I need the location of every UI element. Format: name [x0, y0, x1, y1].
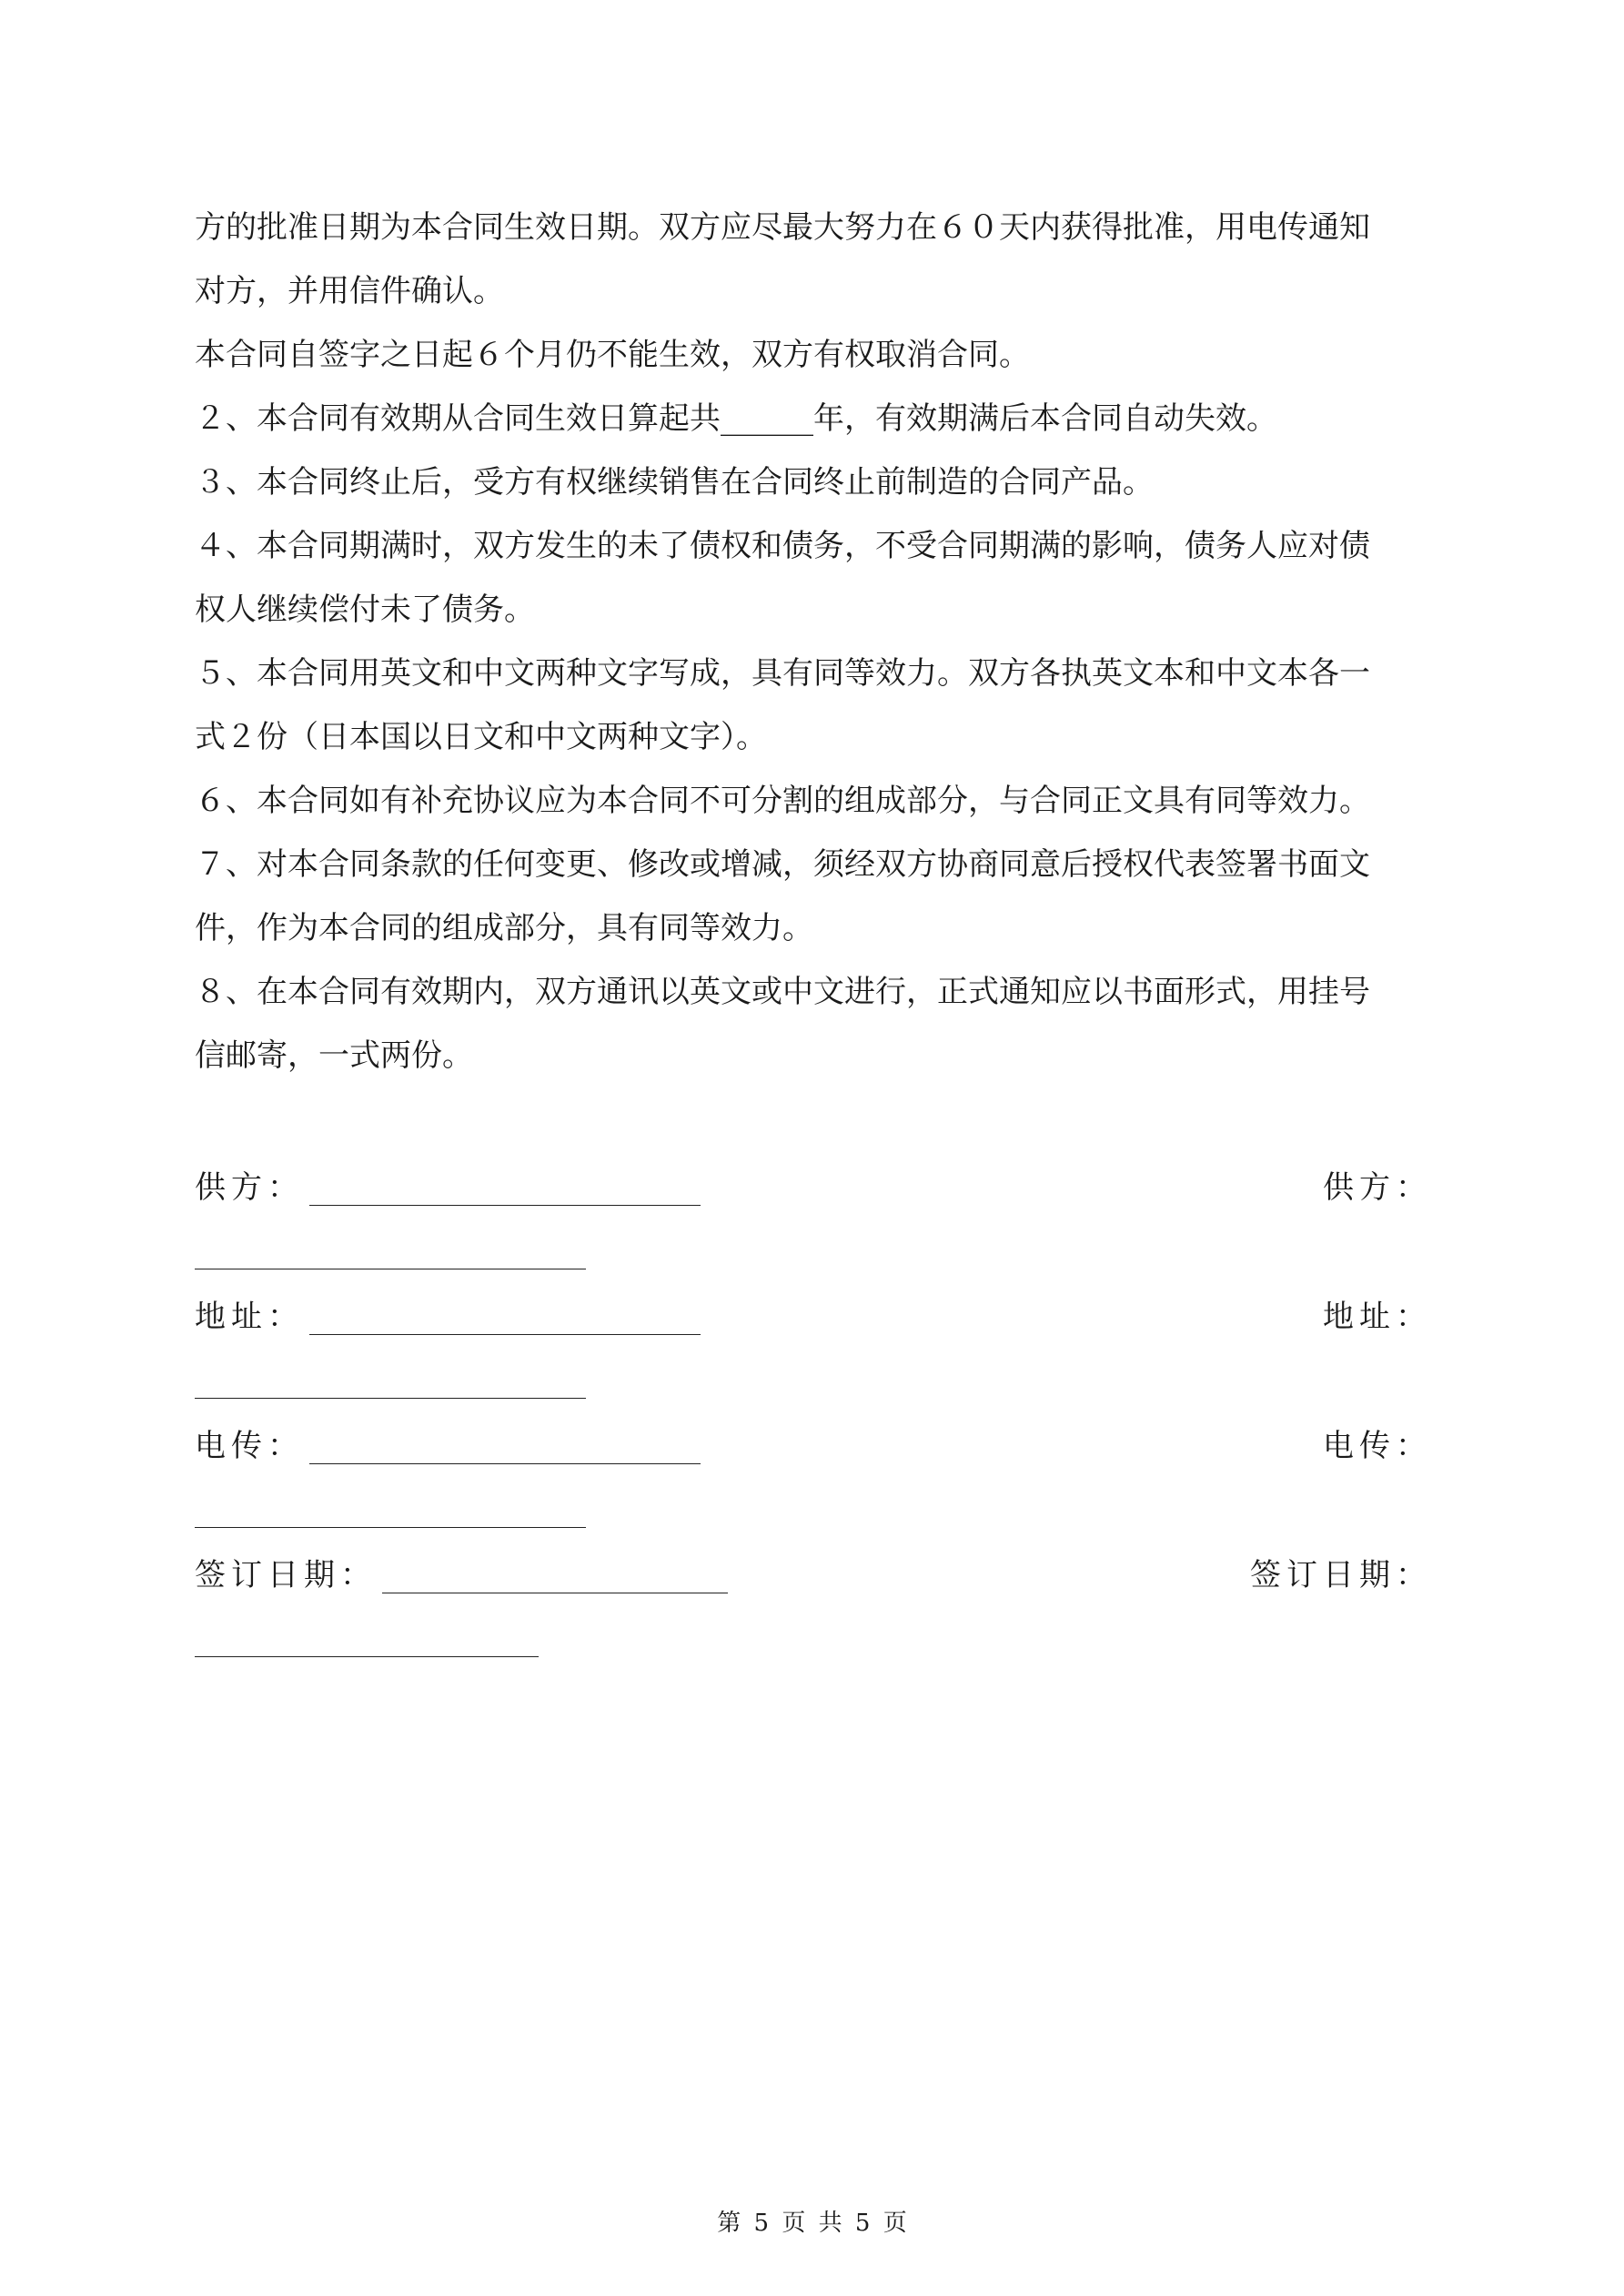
paragraph-line: 信邮寄，一式两份。	[195, 1037, 473, 1074]
paragraph-line: 方的批准日期为本合同生效日期。双方应尽最大努力在６０天内获得批准，用电传通知	[195, 209, 1370, 246]
signature-left	[195, 1299, 701, 1335]
paragraph-line: 式２份（日本国以日文和中文两种文字）。	[195, 719, 767, 755]
telex-label: 电传：	[195, 1428, 304, 1464]
paragraph-line: 件，作为本合同的组成部分，具有同等效力。	[195, 910, 813, 946]
signature-row-date	[195, 1557, 1432, 1593]
supplier-label: 供方：	[195, 1169, 304, 1206]
date-continuation-line	[195, 1654, 539, 1657]
paragraph-line: 权人继续偿付未了债务。	[195, 592, 535, 628]
paragraph-line: 本合同自签字之日起６个月仍不能生效，双方有权取消合同。	[195, 337, 1030, 373]
page-number-footer: 第 5 页 共 5 页	[717, 2210, 907, 2237]
date-label: 签订日期：	[195, 1557, 377, 1593]
paragraph-line: ４、本合同期满时，双方发生的未了债权和债务，不受合同期满的影响，债务人应对债	[195, 528, 1370, 564]
supplier-blank-line	[309, 1179, 701, 1206]
paragraph-line: 对方，并用信件确认。	[195, 273, 504, 309]
signature-row-telex	[195, 1428, 1432, 1464]
address-blank-line	[309, 1309, 701, 1335]
date-label-right: 签订日期：	[1250, 1557, 1432, 1593]
address-label-right: 地址：	[1323, 1299, 1432, 1335]
supplier-continuation-line	[195, 1267, 586, 1269]
date-blank-line	[382, 1567, 728, 1593]
paragraph-line: ２、本合同有效期从合同生效日算起共______年，有效期满后本合同自动失效。	[195, 400, 1277, 437]
signature-row-address	[195, 1299, 1432, 1335]
signature-row-supplier	[195, 1169, 1432, 1206]
paragraph-line: ６、本合同如有补充协议应为本合同不可分割的组成部分，与合同正文具有同等效力。	[195, 783, 1370, 819]
signature-left	[195, 1557, 728, 1593]
paragraph-line: ５、本合同用英文和中文两种文字写成，具有同等效力。双方各执英文本和中文本各一	[195, 655, 1370, 692]
paragraph-line: ８、在本合同有效期内，双方通讯以英文或中文进行，正式通知应以书面形式，用挂号	[195, 974, 1370, 1010]
address-label: 地址：	[195, 1299, 304, 1335]
paragraph-line: ３、本合同终止后，受方有权继续销售在合同终止前制造的合同产品。	[195, 464, 1154, 501]
signature-left	[195, 1428, 701, 1464]
paragraph-line: ７、对本合同条款的任何变更、修改或增减，须经双方协商同意后授权代表签署书面文	[195, 846, 1370, 883]
telex-label-right: 电传：	[1323, 1428, 1432, 1464]
supplier-label-right: 供方：	[1323, 1169, 1432, 1206]
signature-left	[195, 1169, 701, 1206]
telex-blank-line	[309, 1438, 701, 1464]
address-continuation-line	[195, 1396, 586, 1399]
telex-continuation-line	[195, 1525, 586, 1528]
